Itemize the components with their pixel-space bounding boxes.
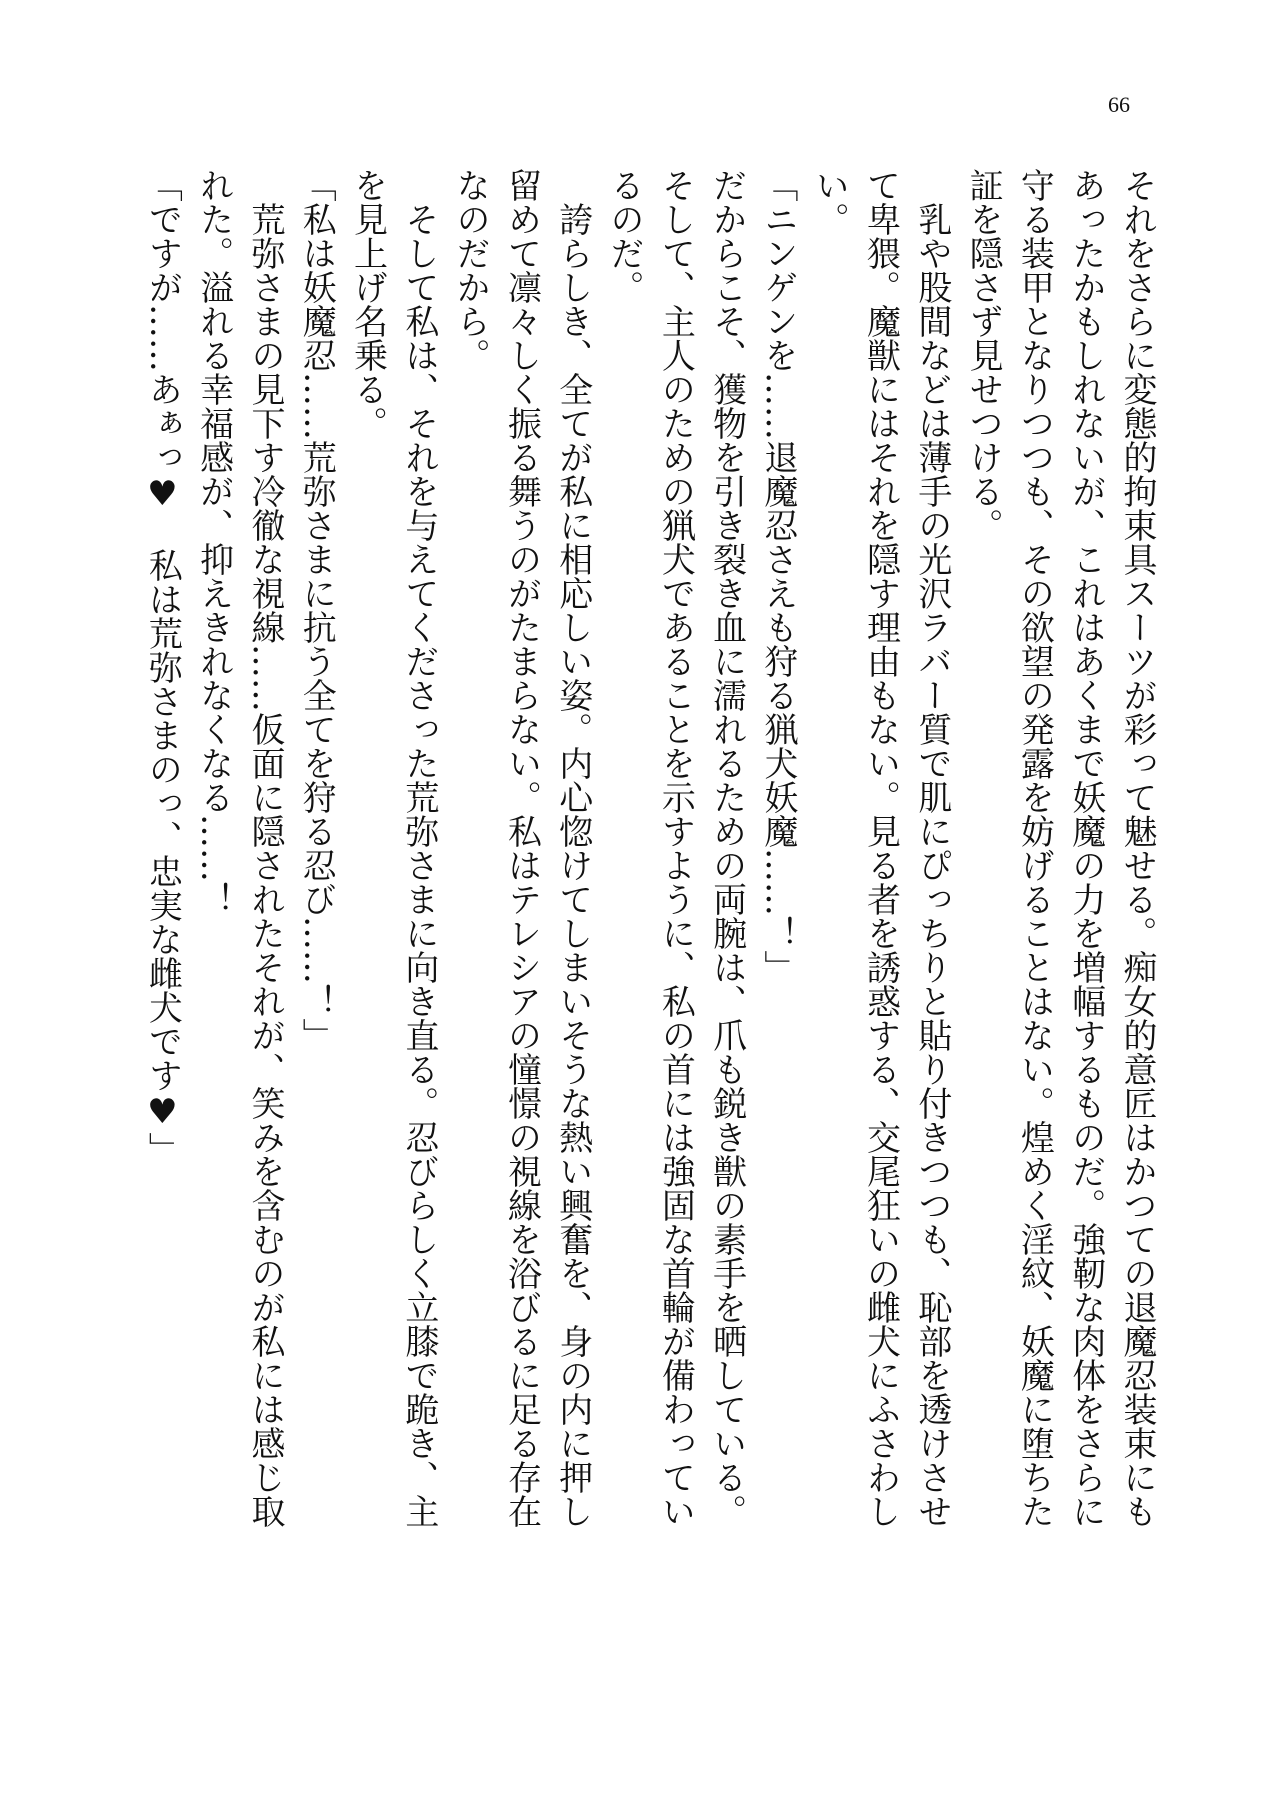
text-line: れた。溢れる幸福感が、抑えきれなくなる……！	[193, 168, 234, 916]
text-line: だからこそ、獲物を引き裂き血に濡れるための両腕は、爪も鋭き獣の素手を晒している。	[706, 168, 747, 1528]
text-line: 守る装甲となりつつも、その欲望の発露を妨げることはない。煌めく淫紋、妖魔に堕ちた	[1014, 168, 1055, 1528]
text-line: るのだ。	[604, 168, 645, 304]
text-line: を見上げ名乗る。	[347, 168, 388, 440]
text-line: 留めて凛々しく振る舞うのがたまらない。私はテレシアの憧憬の視線を浴びるに足る存在	[501, 168, 542, 1528]
dialogue-line: 「私は妖魔忍……荒弥さまに抗う全てを狩る忍び……！」	[296, 168, 337, 1052]
text-line: い。	[809, 168, 850, 236]
text-line: 証を隠さず見せつける。	[963, 168, 1004, 542]
text-line: 誇らしき、全てが私に相応しい姿。内心惚けてしまいそうな熱い興奮を、身の内に押し	[552, 168, 593, 1528]
vertical-text-body	[132, 168, 1162, 1528]
text-line: なのだから。	[450, 168, 491, 372]
text-line: 荒弥さまの見下す冷徹な視線……仮面に隠されたそれが、笑みを含むのが私には感じ取	[244, 168, 285, 1528]
page-number: 66	[1108, 92, 1130, 117]
dialogue-line: 「ですが……あぁっ♥ 私は荒弥さまのっ、忠実な雌犬です♥」	[142, 168, 183, 1166]
text-line: て卑猥。魔獣にはそれを隠す理由もない。見る者を誘惑する、交尾狂いの雌犬にふさわし	[860, 168, 901, 1528]
text-line: あったかもしれないが、これはあくまで妖魔の力を増幅するものだ。強靭な肉体をさらに	[1065, 168, 1106, 1528]
text-line: 乳や股間などは薄手の光沢ラバー質で肌にぴっちりと貼り付きつつも、恥部を透けさせ	[911, 168, 952, 1528]
text-line: そして、主人のための猟犬であることを示すように、私の首には強固な首輪が備わってい	[655, 168, 696, 1528]
dialogue-line: 「ニンゲンを……退魔忍さえも狩る猟犬妖魔……！」	[757, 168, 798, 984]
text-line: それをさらに変態的拘束具スーツが彩って魅せる。痴女的意匠はかつての退魔忍装束にも	[1117, 168, 1157, 1528]
text-line: そして私は、それを与えてくださった荒弥さまに向き直る。忍びらしく立膝で跪き、主	[398, 168, 439, 1528]
